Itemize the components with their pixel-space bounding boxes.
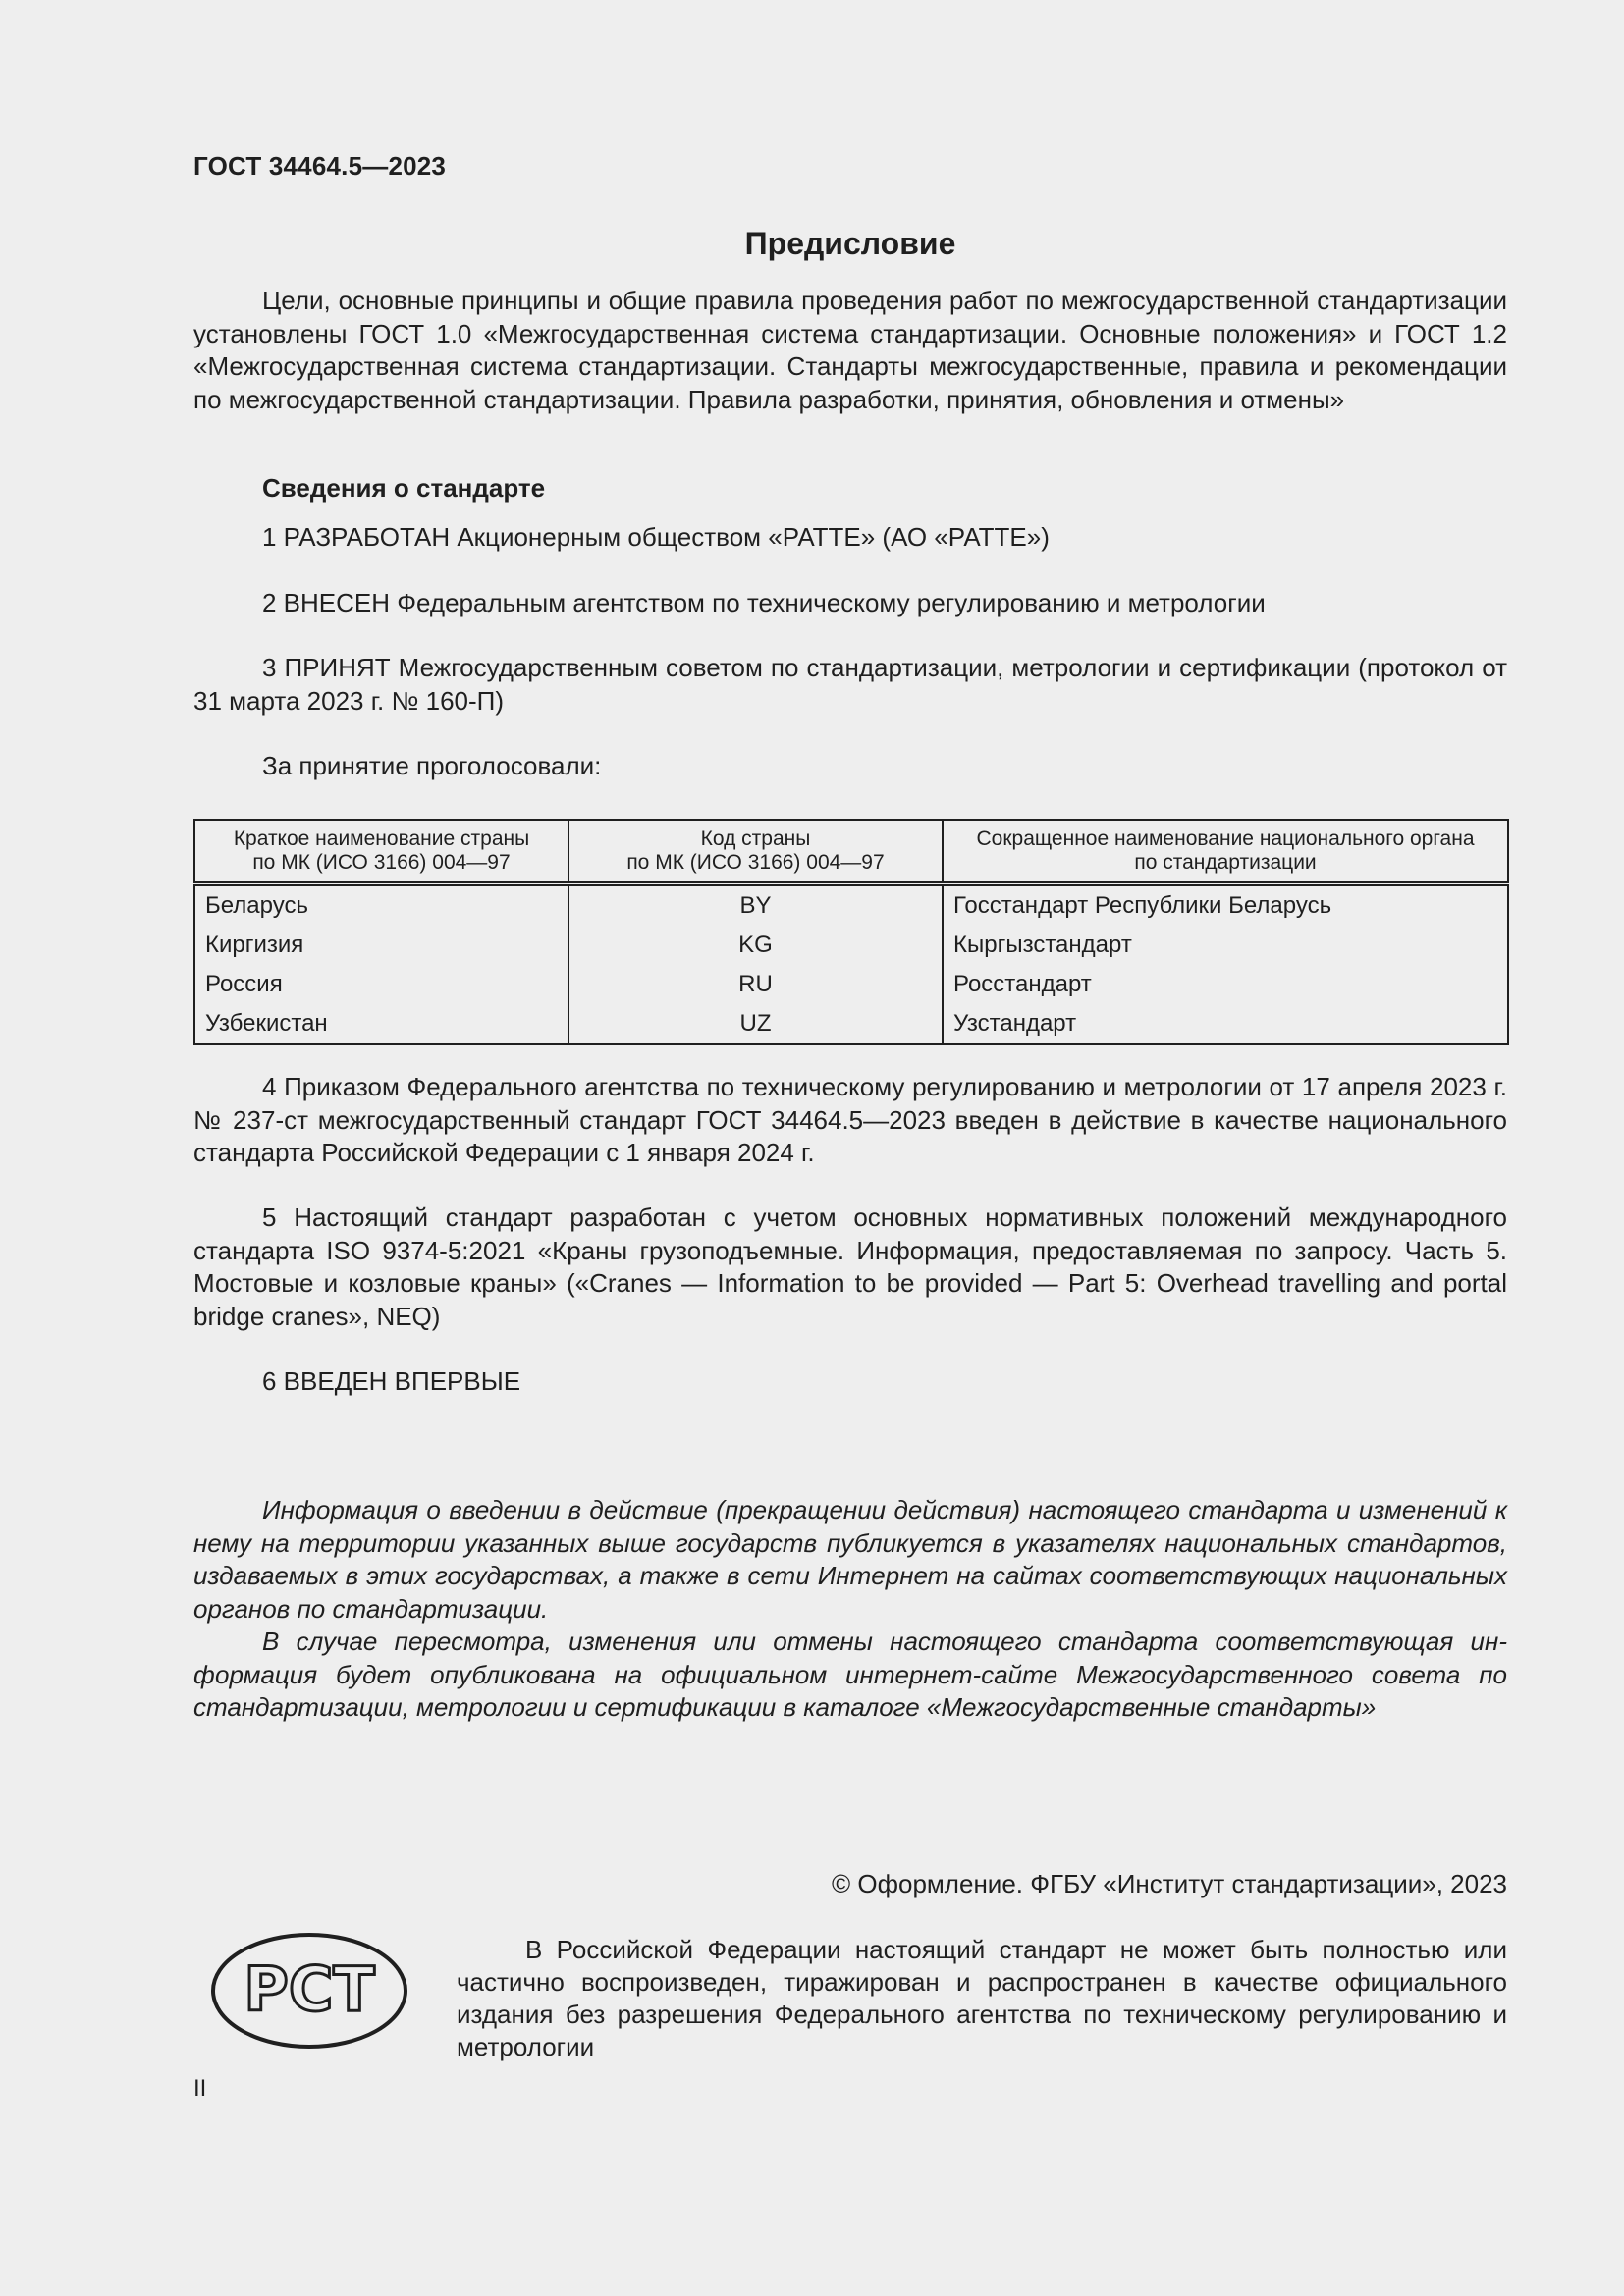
rf-copyright-notice: В Российской Федерации настоящий стандарт не может быть полностью или частично воспроизведен, тиражирован и распространен в качестве официального издания без разрешения Федерального агентства по техническому регулированию и метрологии [457, 1935, 1507, 2061]
cell-body: Узстандарт [943, 1004, 1508, 1044]
cell-body: Госстандарт Республики Беларусь [943, 884, 1508, 927]
table-row [194, 926, 1508, 965]
notice-paragraph-2: В случае пересмотра, изменения или отмены настоящего стандарта соответствующая информация будет опубликована на официальном интернет-сайте Межгосударственного совета по стандартизации, метрологии и сертификации в каталоге «Межгосударственные стандарты» [193, 1627, 1507, 1722]
cell-country: Беларусь [194, 884, 568, 927]
item-6: 6 ВВЕДЕН ВПЕРВЫЕ [262, 1366, 521, 1396]
item-4: 4 Приказом Федерального агентства по техническому регулированию и метрологии от 17 апреля 2023 г. № 237-ст межгосударственный стандарт ГОСТ 34464.5—2023 введен в действие в качестве национального стандарта Российской Федерации с 1 января 2024 г. [193, 1072, 1507, 1167]
rst-certification-mark-icon [210, 1932, 408, 2050]
cell-country: Узбекистан [194, 1004, 568, 1044]
cell-body: Кыргызстандарт [943, 926, 1508, 965]
table-header-row [194, 820, 1508, 884]
table-row [194, 965, 1508, 1004]
header-national-body: Сокращенное наименование национального органа по стандартизации [943, 820, 1508, 884]
cell-code: BY [568, 884, 943, 927]
countries-table [193, 819, 1509, 1045]
voted-label: За принятие проголосовали: [262, 751, 602, 780]
cell-code: RU [568, 965, 943, 1004]
item-1: 1 РАЗРАБОТАН Акционерным обществом «РАТТЕ» (АО «РАТТЕ») [262, 522, 1050, 552]
item-2: 2 ВНЕСЕН Федеральным агентством по техническому регулированию и метрологии [262, 588, 1266, 617]
cell-country: Россия [194, 965, 568, 1004]
cell-code: UZ [568, 1004, 943, 1044]
header-country-name: Краткое наименование страны по МК (ИСО 3166) 004—97 [194, 820, 568, 884]
svg-text:РСТ: РСТ [244, 1953, 375, 2025]
table-row [194, 884, 1508, 927]
cell-body: Росстандарт [943, 965, 1508, 1004]
info-heading: Сведения о стандарте [262, 473, 546, 503]
cell-code: KG [568, 926, 943, 965]
notice-paragraph-1: Информация о введении в действие (прекращении действия) настоящего стандарта и изменений к нему на территории указанных выше государств публикуется в указателях национальных стандартов, издаваемых в этих государствах, а также в сети Интернет на сайтах соответствующих национальных органов по стандартизации. [193, 1495, 1507, 1624]
cell-country: Киргизия [194, 926, 568, 965]
page-number: II [193, 2075, 207, 2102]
intro-paragraph: Цели, основные принципы и общие правила проведения работ по межгосударственной стандартизации установлены ГОСТ 1.0 «Межгосударственная система стандартизации. Основные положения» и ГОСТ 1.2 «Межгосударственная система стандартизации. Стандарты межгосударственные, правила и рекомендации по межгосударственной стандартизации. Правила разработки, принятия, обновления и отмены» [193, 286, 1507, 414]
document-id: ГОСТ 34464.5—2023 [193, 151, 447, 181]
item-5: 5 Настоящий стандарт разработан с учетом основных нормативных положений международного стандарта ISO 9374-5:2021 «Краны грузоподъемные. Информация, предоставляемая по запросу. Часть 5. Мостовые и козловые краны» («Cranes — Information to be provided — Part 5: Overhead travelling and portal bridge cranes», NEQ) [193, 1202, 1507, 1331]
page-title: Предисловие [744, 226, 956, 261]
copyright-line: © Оформление. ФГБУ «Институт стандартизации», 2023 [832, 1869, 1507, 1898]
item-3: 3 ПРИНЯТ Межгосударственным советом по стандартизации, метрологии и сертификации (протокол от 31 марта 2023 г. № 160-П) [193, 653, 1507, 716]
table-row [194, 1004, 1508, 1044]
header-country-code: Код страны по МК (ИСО 3166) 004—97 [568, 820, 943, 884]
